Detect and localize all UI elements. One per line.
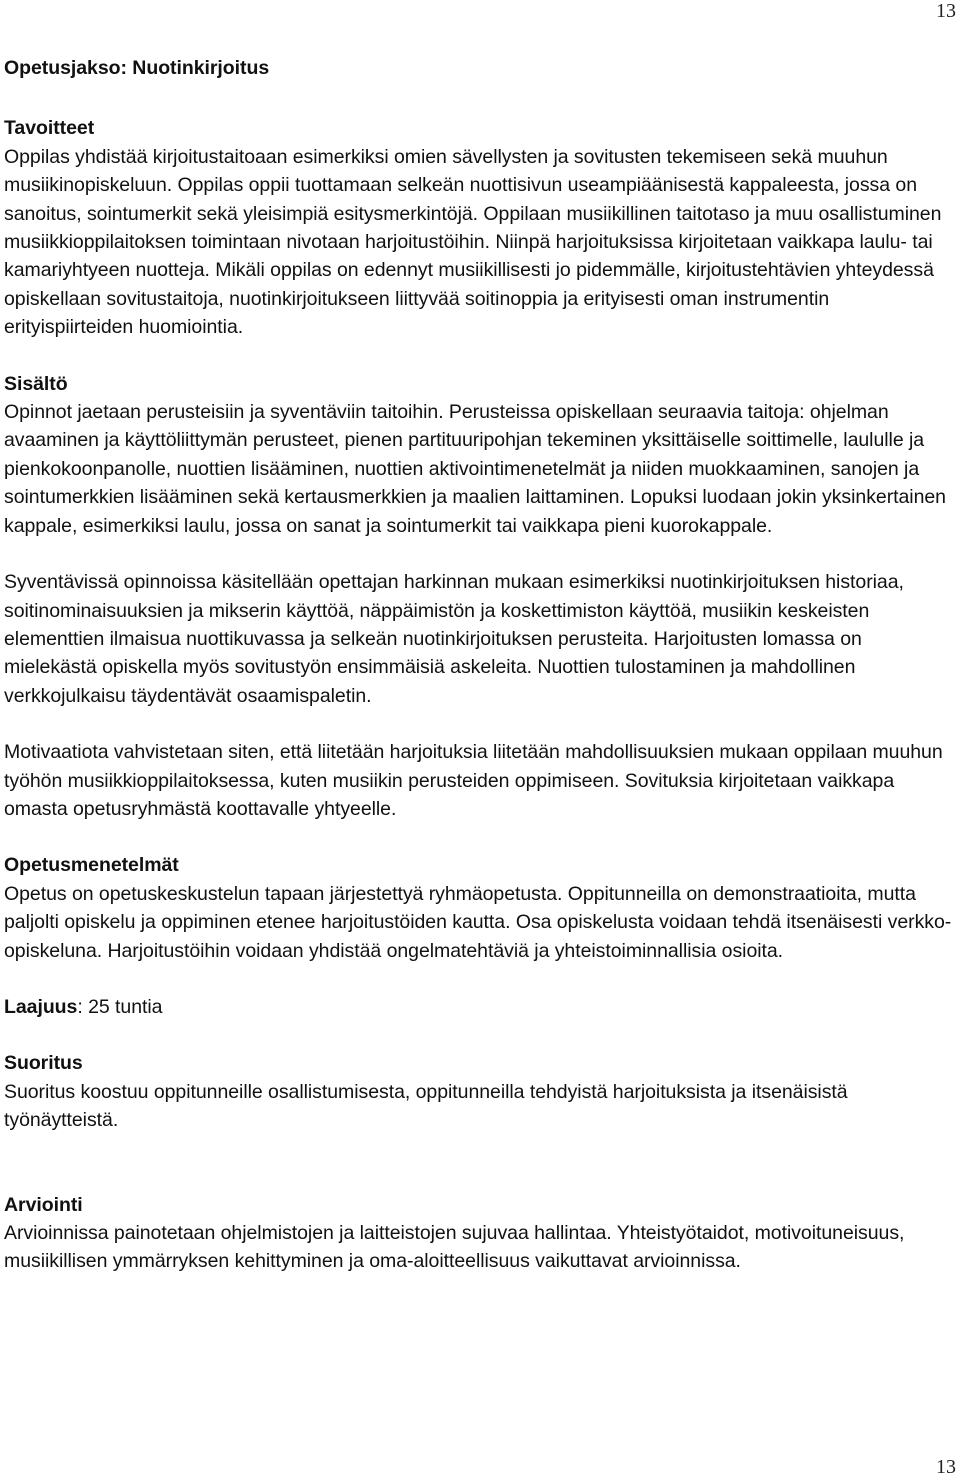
document-body	[4, 54, 954, 1276]
laajuus-line	[4, 993, 954, 1021]
page-number-bottom: 13	[936, 1456, 956, 1478]
paragraph-sisalto-3: Motivaatiota vahvistetaan siten, että liitetään harjoituksia liitetään mahdollisuuksien mukaan oppilaan muuhun työhön musiikkioppilaitoksessa, kuten musiikin perusteiden oppimiseen. Sovituksia kirjoitetaan vaikkapa omasta opetusryhmästä koottavalle yhtyeelle.	[4, 741, 943, 820]
heading-tavoitteet: Tavoitteet	[4, 117, 95, 140]
heading-sisalto: Sisältö	[4, 372, 68, 395]
heading-opetusmenetelmat: Opetusmenetelmät	[4, 854, 179, 877]
document-title: Opetusjakso: Nuotinkirjoitus	[4, 57, 270, 79]
heading-suoritus: Suoritus	[4, 1052, 83, 1075]
section-sisalto	[4, 370, 954, 824]
section-tavoitteet	[4, 114, 954, 341]
paragraph-sisalto-1: Opinnot jaetaan perusteisiin ja syventäviin taitoihin. Perusteissa opiskellaan seuraavia taitoja: ohjelman avaaminen ja käyttöliittymän perusteet, pienen partituuripohjan tekeminen yksittäiselle soittimelle, laululle ja pienkokoonpanolle, nuottien lisääminen, nuottien aktivointimenetelmät ja niiden muokkaaminen, sanojen ja sointumerkkien lisääminen sekä kertausmerkkien ja maalien laittaminen. Lopuksi luodaan jokin yksinkertainen kappale, esimerkiksi laulu, jossa on sanat ja sointumerkit tai vaikkapa pieni kuorokappale.	[4, 401, 946, 537]
paragraph-suoritus: Suoritus koostuu oppitunneille osallistumisesta, oppitunneilla tehdyistä harjoituksista ja itsenäisistä työnäytteistä.	[4, 1080, 848, 1132]
page-number-top: 13	[936, 0, 956, 22]
paragraph-opetusmenetelmat: Opetus on opetuskeskustelun tapaan järjestettyä ryhmäopetusta. Oppitunneilla on demonstraatioita, mutta paljolti opiskelu ja oppiminen etenee harjoitustöiden kautta. Osa opiskelusta voidaan tehdä itsenäisesti verkko-opiskeluna. Harjoitustöihin voidaan yhdistää ongelmatehtäviä ja yhteistoiminnallisia osioita.	[4, 882, 952, 962]
paragraph-sisalto-2: Syventävissä opinnoissa käsitellään opettajan harkinnan mukaan esimerkiksi nuotinkirjoituksen historiaa, soitinominaisuuksien ja mikserin käyttöä, näppäimistön ja koskettimiston käyttöä, musiikin keskeisten elementtien ilmaisua nuottikuvassa ja selkeän nuotinkirjoituksen perusteita. Harjoitusten lomassa on mielekästä opiskella myös sovitustyön ensimmäisiä askeleita. Nuottien tulostaminen ja mahdollinen verkkojulkaisu täydentävät osaamispaletin.	[4, 571, 904, 707]
section-arviointi	[4, 1191, 954, 1276]
laajuus-label: Laajuus	[4, 995, 78, 1018]
section-suoritus	[4, 1049, 954, 1134]
paragraph-arviointi: Arvioinnissa painotetaan ohjelmistojen ja laitteistojen sujuvaa hallintaa. Yhteistyötaidot, motivoituneisuus, musiikillisen ymmärryksen kehittyminen ja oma-aloitteellisuus vaikuttavat arvioinnissa.	[4, 1222, 905, 1273]
section-opetusmenetelmat	[4, 851, 954, 965]
heading-arviointi: Arviointi	[4, 1193, 83, 1216]
laajuus-value: : 25 tuntia	[77, 995, 163, 1018]
paragraph-tavoitteet: Oppilas yhdistää kirjoitustaitoaan esimerkiksi omien sävellysten ja sovitusten tekemiseen sekä muuhun musiikinopiskeluun. Oppilas oppii tuottamaan selkeän nuottisivun useampiäänisestä kappaleesta, jossa on sanoitus, sointumerkit sekä yleisimpiä esitysmerkintöjä. Oppilaan musiikillinen taitotaso ja muu osallistuminen musiikkioppilaitoksen toimintaan nivotaan harjoitustöihin. Niinpä harjoituksissa kirjoitetaan vaikkapa laulu- tai kamariyhtyeen nuotteja. Mikäli oppilas on edennyt musiikillisesti jo pidemmälle, kirjoitustehtävien yhteydessä opiskellaan sovitustaitoja, nuotinkirjoitukseen liittyvää soitinoppia ja erityisesti oman instrumentin erityispiirteiden huomiointia.	[4, 145, 942, 339]
